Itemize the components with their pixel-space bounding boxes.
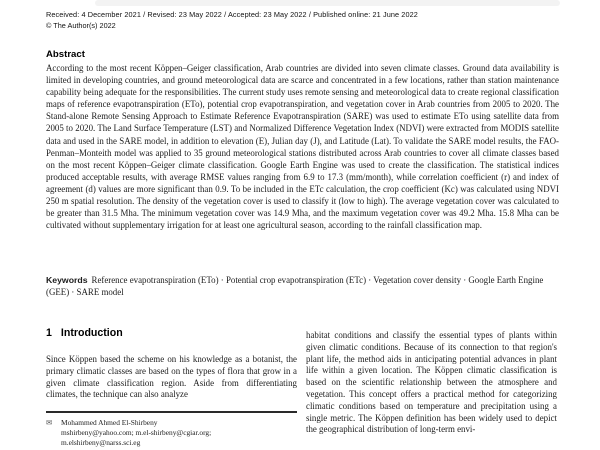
- author-email-line-1[interactable]: mshirbeny@yahoo.com; m.el-shirbeny@cgiar.org;: [61, 428, 212, 438]
- footnote-divider: [46, 411, 297, 413]
- copyright-line: © The Author(s) 2022: [46, 21, 116, 30]
- keywords-label: Keywords: [46, 275, 88, 285]
- keywords-text: Reference evapotranspiration (ETo) · Potential crop evapotranspiration (ETc) · Vegetation cover density · Google Earth Engine (GEE) · SARE model: [46, 275, 544, 298]
- envelope-icon: ✉: [46, 418, 53, 427]
- page-top-artifact: [95, 0, 560, 6]
- abstract-text: According to the most recent Köppen–Geiger classification, Arab countries are divided into seven climate classes. Ground data availability is limited in developing countries, and ground meteorological data are scarce and concentrated in a few locations, rather than station maintenance capability being adequate for the responsibilities. The current study uses remote sensing and meteorological data to create regional classification maps of reference evapotranspiration (ETo), potential crop evapotranspiration, and vegetation cover in Arab countries from 2005 to 2020. The Stand-alone Remote Sensing Approach to Estimate Reference Evapotranspiration (SARE) was used to estimate ETo using satellite data from 2005 to 2020. The Land Surface Temperature (LST) and Normalized Difference Vegetation Index (NDVI) were extracted from MODIS satellite data and used in the SARE model, in addition to elevation (E), Julian day (J), and Latitude (Lat). To validate the SARE model results, the FAO-Penman–Monteith model was applied to 35 ground meteorological stations distributed across Arab countries to cover all climate classes based on the most recent Köppen–Geiger climate classification. Google Earth Engine was used to create the classification. The statistical indices produced acceptable results, with average RMSE values ranging from 6.9 to 17.3 (mm/month), while correlation coefficient (r) and index of agreement (d) values are more significant than 0.9. To be included in the ETc calculation, the crop coefficient (Kc) was calculated using NDVI 250 m spatial resolution. The density of the vegetation cover is used to classify it (low to high). The average vegetation cover was calculated to be greater than 31.5 Mha. The minimum vegetation cover was 14.9 Mha, and the maximum vegetation cover was 49.2 Mha. 15.8 Mha can be cultivated without supplementary irrigation for at least one agricultural season, according to the rainfall classification map.: [46, 63, 559, 231]
- abstract-heading: Abstract: [46, 49, 85, 60]
- author-email-line-2[interactable]: m.elshirbeny@narss.sci.eg: [61, 438, 141, 448]
- corresponding-author-name: Mohammed Ahmed El-Shirbeny: [61, 418, 158, 427]
- introduction-left-column-text: Since Köppen based the scheme on his knowledge as a botanist, the primary climatic classes are based on the types of flora that grow in a given climate classification region. Aside from differentiating climates, the technique can also analyze: [46, 354, 297, 400]
- introduction-right-column-text: habitat conditions and classify the essential types of plants within given climatic conditions. Because of its connection to that region's plant life, the method aids in anticipating potential advances in plant life within a given location. The Köppen climatic classification is based on the scientific relationship between the atmosphere and vegetation. This concept offers a practical method for categorizing climatic conditions based on temperature and precipitation using a single metric. The Köppen definition has been widely used to depict the geographical distribution of long-term envi-: [306, 330, 557, 435]
- section-heading-introduction: [46, 327, 123, 339]
- section-title: Introduction: [60, 327, 123, 339]
- keywords-block: [46, 274, 559, 298]
- section-number: 1: [46, 327, 52, 339]
- corresponding-author-footnote: [46, 418, 297, 449]
- article-history-line: Received: 4 December 2021 / Revised: 23 May 2022 / Accepted: 23 May 2022 / Published online: 21 June 2022: [46, 10, 418, 19]
